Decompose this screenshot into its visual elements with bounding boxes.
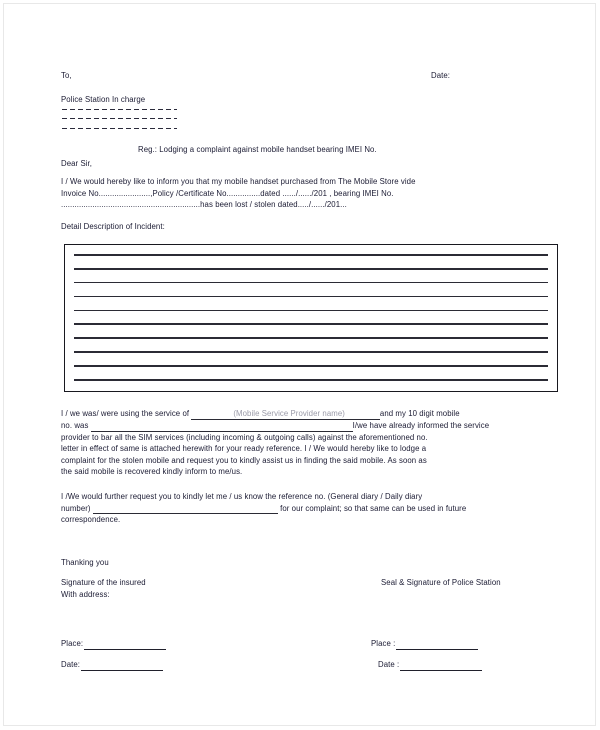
signature-insured-block — [61, 577, 146, 600]
place-left-label: Place: — [61, 639, 84, 648]
reference-line-3: correspondence. — [61, 515, 121, 524]
service-line-4: letter in effect of same is attached herewith for your ready reference. I / We would hereby like to lodge a — [61, 444, 427, 453]
date-label: Date: — [431, 71, 451, 80]
service-line-5: complaint for the stolen mobile and request you to kindly assist us in finding the said mobile. As soon as — [61, 455, 427, 465]
address-blank-line-1[interactable] — [62, 109, 177, 110]
reference-line-2-suffix: for our complaint; so that same can be used in future — [277, 503, 467, 513]
date-right-label: Date : — [378, 660, 400, 669]
place-left-field — [61, 638, 166, 650]
with-address-label: With address: — [61, 589, 110, 599]
subject-line: Reg.: Lodging a complaint against mobile handset bearing IMEI No. — [138, 145, 377, 154]
intro-line-1: I / We would hereby like to inform you that my mobile handset purchased from The Mobile Store vide — [61, 177, 416, 186]
address-blank-line-2[interactable] — [62, 118, 177, 119]
date-left-field — [61, 659, 163, 671]
rule-line — [74, 379, 548, 381]
provider-blank-before[interactable] — [191, 410, 231, 420]
rule-line — [74, 296, 548, 298]
service-line-1-prefix: I / we was/ were using the service of — [61, 409, 192, 418]
date-right-field — [378, 659, 482, 671]
rule-line — [74, 282, 548, 284]
intro-line-3: ..............................................................has been lost / stolen dated...../....../201... — [61, 200, 347, 209]
intro-paragraph — [61, 176, 541, 211]
service-line-3: provider to bar all the SIM services (including incoming & outgoing calls) against the aforementioned no. — [61, 432, 428, 442]
mobile-number-blank[interactable] — [91, 422, 353, 432]
to-label: To, — [61, 71, 72, 80]
reference-paragraph — [61, 491, 548, 526]
rule-line — [74, 254, 548, 256]
rule-line — [74, 337, 548, 339]
intro-line-2: Invoice No.......................,Policy /Certificate No...............dated ....../....../201 , bearing IMEI No. — [61, 188, 394, 198]
rule-line — [74, 310, 548, 312]
date-right-blank[interactable] — [400, 661, 482, 671]
place-right-label: Place : — [371, 639, 396, 648]
signature-insured-label: Signature of the insured — [61, 578, 146, 587]
header-row — [61, 70, 561, 82]
recipient-label: Police Station In charge — [61, 95, 146, 104]
service-line-2-suffix: I/we have already informed the service — [352, 421, 490, 430]
reference-line-1: I /We would further request you to kindly let me / us know the reference no. (General diary / Daily diary — [61, 492, 423, 501]
rule-line — [74, 365, 548, 367]
document-page — [3, 3, 596, 726]
rule-line — [74, 268, 548, 270]
service-line-2-prefix: no. was — [61, 421, 91, 430]
incident-description-box[interactable] — [64, 244, 558, 392]
salutation: Dear Sir, — [61, 159, 93, 168]
place-left-blank[interactable] — [84, 640, 166, 650]
provider-name-placeholder[interactable]: (Mobile Service Provider name) — [233, 409, 345, 418]
provider-blank-after[interactable] — [347, 410, 380, 420]
diary-number-blank[interactable] — [93, 504, 278, 514]
date-left-blank[interactable] — [81, 661, 163, 671]
service-line-1-suffix: and my 10 digit mobile — [379, 409, 460, 418]
reference-line-2 — [61, 503, 548, 515]
service-paragraph — [61, 408, 548, 478]
place-right-blank[interactable] — [396, 640, 478, 650]
reference-line-2-prefix: number) — [61, 503, 93, 513]
service-line-2 — [61, 420, 548, 432]
detail-description-label: Detail Description of Incident: — [61, 222, 165, 231]
service-line-1 — [61, 408, 548, 420]
signature-police-label: Seal & Signature of Police Station — [381, 578, 501, 587]
date-left-label: Date: — [61, 660, 81, 669]
place-right-field — [371, 638, 478, 650]
rule-line — [74, 323, 548, 325]
address-blank-line-3[interactable] — [62, 128, 177, 129]
ruled-lines-container — [74, 254, 548, 387]
service-line-6: the said mobile is recovered kindly inform to me/us. — [61, 467, 243, 476]
rule-line — [74, 351, 548, 353]
thanking-text: Thanking you — [61, 558, 109, 567]
